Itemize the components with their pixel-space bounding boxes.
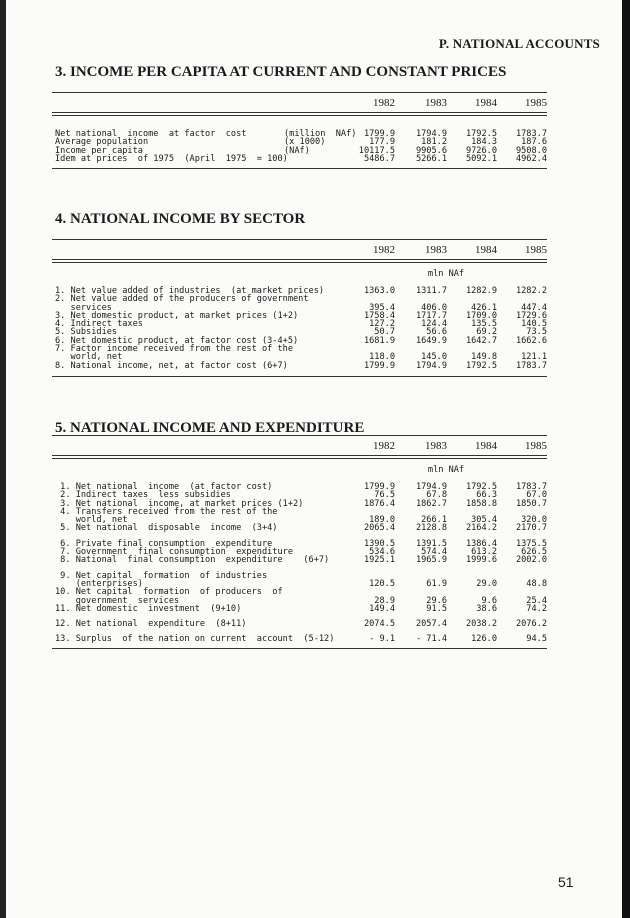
row-value: 1758.4 (363, 310, 395, 321)
row-value: 66.3 (476, 490, 497, 501)
national-income-expenditure-table (52, 435, 547, 649)
row-value: 184.3 (471, 137, 497, 148)
row-label-line: 3. Net national income, at market prices (1+2) (55, 498, 304, 509)
row-value: 76.5 (374, 490, 395, 501)
row-value: 135.5 (471, 319, 497, 330)
row-value: 1642.7 (465, 335, 497, 346)
row-label-line: world, net (55, 352, 123, 363)
table-row (52, 508, 547, 525)
row-value: 1363.0 (363, 286, 395, 296)
row-value: 5092.1 (465, 153, 497, 164)
row-label-line: 13. Surplus of the nation on current account (5-12) (55, 634, 335, 645)
year-header: 1983 (425, 440, 447, 452)
row-value: 1965.9 (415, 555, 447, 566)
year-header-row (52, 436, 547, 455)
unit-label: mln NAf (427, 465, 465, 475)
row-value: 120.5 (369, 578, 395, 589)
row-value: 1681.9 (363, 335, 395, 346)
row-value: 1799.9 (363, 482, 395, 492)
table-row (52, 524, 547, 532)
row-value: - 9.1 (369, 634, 395, 645)
row-value: 626.5 (521, 547, 547, 558)
row-value: 1386.4 (465, 538, 497, 549)
row-value: 266.1 (421, 515, 447, 526)
row-value: 2128.8 (415, 523, 447, 534)
row-value: 1858.8 (465, 498, 497, 509)
row-value: 2065.4 (363, 523, 395, 534)
row-label-line: 5. Subsidies (55, 327, 118, 338)
row-value: 149.8 (471, 352, 497, 363)
header-spacer (52, 93, 345, 112)
table-bottom-rule (52, 376, 547, 377)
row-value: 1925.1 (363, 555, 395, 566)
row-label-line: services (55, 302, 112, 313)
row-value: 1282.9 (465, 286, 497, 296)
row-label (52, 556, 345, 564)
row-value: 305.4 (471, 515, 497, 526)
row-label (52, 620, 345, 628)
row-value: 1792.5 (465, 360, 497, 371)
row-label (52, 524, 345, 532)
row-label-line: 9. Net capital formation of industries (55, 570, 268, 581)
row-value: 1375.5 (515, 538, 547, 549)
row-value: 67.8 (426, 490, 447, 501)
table-row (52, 320, 547, 328)
row-label-line: 5. Net national disposable income (3+4) (55, 523, 278, 534)
row-value: 94.5 (526, 634, 547, 645)
row-value: - 71.4 (415, 634, 447, 645)
row-value: 1799.9 (363, 360, 395, 371)
section-title-5: 5. NATIONAL INCOME AND EXPENDITURE (55, 420, 365, 436)
row-value: 9.6 (481, 595, 497, 606)
table-row (52, 605, 547, 613)
row-value: 1792.5 (465, 129, 497, 139)
row-label-line: 4. Transfers received from the rest of the (55, 506, 278, 517)
table-row (52, 635, 547, 643)
row-value: 2076.2 (515, 619, 547, 630)
income-per-capita-table (52, 92, 547, 169)
row-label-line: 1. Net national income (at factor cost) (55, 482, 273, 492)
table-row (52, 362, 547, 370)
row-value: 124.4 (421, 319, 447, 330)
row-label (52, 155, 345, 163)
row-label-line: 7. Government final consumption expenditure (55, 547, 293, 558)
row-label (52, 295, 345, 312)
row-value: 2074.5 (363, 619, 395, 630)
row-value: 50.7 (374, 327, 395, 338)
row-value: 1783.7 (515, 482, 547, 492)
row-label-line: 4. Indirect taxes (55, 319, 143, 330)
row-label-line: government services (55, 595, 180, 606)
table-row (52, 572, 547, 589)
table-row (52, 556, 547, 564)
year-header: 1984 (475, 440, 497, 452)
row-label-line: 6. Net domestic product, at factor cost (3-4+5) (55, 335, 299, 346)
national-income-by-sector-table (52, 239, 547, 377)
row-label-line: 7. Factor income received from the rest of the (55, 344, 293, 355)
row-value: 2038.2 (465, 619, 497, 630)
row-value: 1391.5 (415, 538, 447, 549)
unit-label: mln NAf (427, 269, 465, 279)
row-value: 1876.4 (363, 498, 395, 509)
section-title-4: 4. NATIONAL INCOME BY SECTOR (55, 211, 306, 227)
row-value: 5486.7 (363, 153, 395, 164)
row-value: 406.0 (421, 302, 447, 313)
row-value: 118.0 (369, 352, 395, 363)
row-label (52, 345, 345, 362)
row-value: 149.4 (369, 603, 395, 614)
row-unit: (x 1000) (284, 137, 326, 148)
row-label-line: Income per capita (55, 145, 143, 156)
header-spacer (52, 436, 345, 455)
row-value: 320.0 (521, 515, 547, 526)
row-label (52, 588, 345, 605)
row-label-line: Average population (55, 137, 149, 148)
row-value: 1717.7 (415, 310, 447, 321)
row-value: 9905.6 (415, 145, 447, 156)
row-value: 395.4 (369, 302, 395, 313)
header-spacer (52, 240, 345, 259)
row-label-line: (enterprises) (55, 578, 143, 589)
row-value: 1794.9 (415, 129, 447, 139)
row-label-line: 2. Net value added of the producers of government (55, 294, 309, 305)
row-value: 1282.2 (515, 286, 547, 296)
running-head: P. NATIONAL ACCOUNTS (438, 36, 600, 51)
row-value: 426.1 (471, 302, 497, 313)
table-row (52, 588, 547, 605)
year-header-row (52, 93, 547, 112)
row-label-line: 10. Net capital formation of producers of (55, 587, 283, 598)
scan-edge-left (0, 0, 6, 918)
row-value: 534.6 (369, 547, 395, 558)
row-unit: (NAf) (284, 145, 310, 156)
row-value: 1862.7 (415, 498, 447, 509)
row-label-line: 8. National income, net, at factor cost (6+7) (55, 360, 288, 371)
year-header: 1985 (525, 244, 547, 256)
row-value: 74.2 (526, 603, 547, 614)
year-header: 1984 (475, 97, 497, 109)
year-header: 1983 (425, 97, 447, 109)
row-value: 28.9 (374, 595, 395, 606)
row-value: 61.9 (426, 578, 447, 589)
row-value: 1799.9 (363, 129, 395, 139)
row-label-line: 1. Net value added of industries (at market prices) (55, 286, 325, 296)
row-label-line: 2. Indirect taxes less subsidies (55, 490, 231, 501)
table-bottom-rule (52, 648, 547, 649)
row-value: 10117.5 (358, 145, 395, 156)
row-value: 38.6 (476, 603, 497, 614)
row-value: 1792.5 (465, 482, 497, 492)
row-value: 2170.7 (515, 523, 547, 534)
table-bottom-rule (52, 168, 547, 169)
row-label-line: 3. Net domestic product, at market prices (1+2) (55, 310, 299, 321)
row-value: 25.4 (526, 595, 547, 606)
section-title-3: 3. INCOME PER CAPITA AT CURRENT AND CONSTANT PRICES (55, 64, 507, 80)
row-value: 145.0 (421, 352, 447, 363)
row-value: 67.0 (526, 490, 547, 501)
row-value: 9726.0 (465, 145, 497, 156)
row-label (52, 635, 345, 643)
row-label-line: world, net (55, 515, 128, 526)
row-value: 127.2 (369, 319, 395, 330)
row-value: 1729.6 (515, 310, 547, 321)
row-value: 69.2 (476, 327, 497, 338)
row-value: 1783.7 (515, 360, 547, 371)
scan-edge-right (622, 0, 630, 918)
row-unit: (million NAf) (284, 129, 357, 139)
row-label-line: 11. Net domestic investment (9+10) (55, 603, 242, 614)
row-value: 29.0 (476, 578, 497, 589)
row-label-line: Idem at prices of 1975 (April 1975 = 100) (55, 153, 288, 164)
row-value: 1794.9 (415, 482, 447, 492)
row-value: 1783.7 (515, 129, 547, 139)
table-row (52, 295, 547, 312)
year-header: 1984 (475, 244, 497, 256)
row-value: 2002.0 (515, 555, 547, 566)
row-value: 126.0 (471, 634, 497, 645)
row-value: 9508.0 (515, 145, 547, 156)
row-value: 574.4 (421, 547, 447, 558)
row-value: 189.0 (369, 515, 395, 526)
row-value: 187.6 (521, 137, 547, 148)
table-row (52, 345, 547, 362)
row-value: 447.4 (521, 302, 547, 313)
row-value: 91.5 (426, 603, 447, 614)
row-value: 1649.9 (415, 335, 447, 346)
row-label (52, 362, 345, 370)
row-value: 1709.0 (465, 310, 497, 321)
year-header: 1985 (525, 440, 547, 452)
year-header-row (52, 240, 547, 259)
row-value: 1999.6 (465, 555, 497, 566)
row-value: 29.6 (426, 595, 447, 606)
row-value: 5266.1 (415, 153, 447, 164)
row-label-line: 12. Net national expenditure (8+11) (55, 619, 247, 630)
row-value: 613.2 (471, 547, 497, 558)
year-header: 1985 (525, 97, 547, 109)
row-value: 1390.5 (363, 538, 395, 549)
year-header: 1982 (373, 244, 395, 256)
row-label-line: 6. Private final consumption expenditure (55, 538, 273, 549)
year-header: 1983 (425, 244, 447, 256)
row-value: 181.2 (421, 137, 447, 148)
row-value: 56.6 (426, 327, 447, 338)
row-value: 140.5 (521, 319, 547, 330)
row-value: 4962.4 (515, 153, 547, 164)
row-label-line: Net national income at factor cost (55, 129, 247, 139)
year-header: 1982 (373, 440, 395, 452)
row-value: 121.1 (521, 352, 547, 363)
row-value: 2164.2 (465, 523, 497, 534)
row-value: 1794.9 (415, 360, 447, 371)
row-label-line: 8. National final consumption expenditure (6+7) (55, 555, 330, 566)
table-row (52, 620, 547, 628)
row-label (52, 508, 345, 525)
row-value: 1850.7 (515, 498, 547, 509)
row-value: 177.9 (369, 137, 395, 148)
row-value: 2057.4 (415, 619, 447, 630)
page-number: 51 (558, 874, 574, 890)
row-value: 1311.7 (415, 286, 447, 296)
year-header: 1982 (373, 97, 395, 109)
row-label (52, 605, 345, 613)
row-label (52, 572, 345, 589)
table-row (52, 155, 547, 163)
row-value: 48.8 (526, 578, 547, 589)
row-value: 1662.6 (515, 335, 547, 346)
row-value: 73.5 (526, 327, 547, 338)
